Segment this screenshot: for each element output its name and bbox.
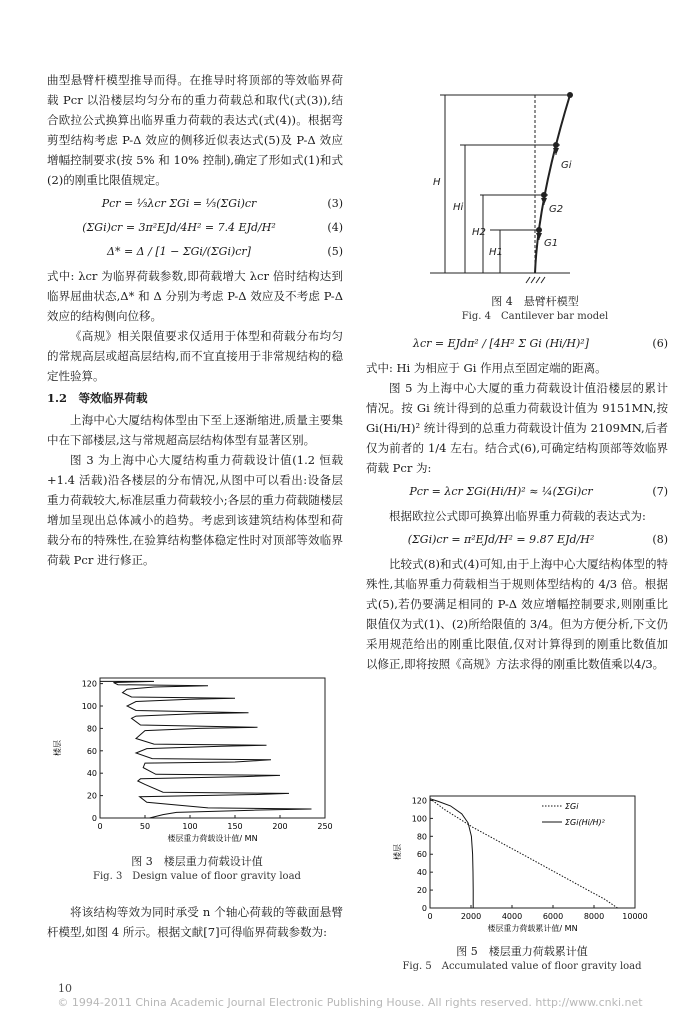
fig5-ytick-label: 60 bbox=[416, 850, 427, 860]
left-para-2: 式中: λcr 为临界荷载参数,即荷载增大 λcr 倍时结构达到临界屈曲状态,Δ* 和 Δ 分别为考虑 P-Δ 效应及不考虑 P-Δ 效应的结构侧向位移。 bbox=[47, 269, 343, 323]
figure-3 bbox=[52, 670, 342, 884]
left-para-1: 曲型悬臂杆模型推导而得。在推导时将顶部的等效临界荷载 Pcr 以沿楼层均匀分布的重力荷载总和取代(式(3)),结合欧拉公式换算出临界重力荷载的表达式(式(4))。根据弯剪型结构考虑 P-Δ 效应的侧移近似表达式(5)及 P-Δ 效应增幅控制要求(按 5% 和 10% 控制),确定了形如式(1)和式(2)的刚重比限值规定。 bbox=[47, 73, 343, 187]
fig5-series-0 bbox=[430, 799, 618, 908]
fig5-xtick-label: 8000 bbox=[583, 912, 605, 921]
fig5-ylabel: 楼层 bbox=[393, 844, 402, 860]
fig3-ytick-label: 20 bbox=[86, 791, 97, 801]
left-column bbox=[47, 70, 343, 570]
fig4-cantilever-diagram bbox=[420, 80, 650, 290]
fig4-label-Gi: Gi bbox=[561, 160, 572, 171]
fig5-legend-label-1: ΣGi(Hi/H)² bbox=[565, 818, 605, 827]
fig5-ytick-label: 20 bbox=[416, 886, 427, 896]
fig5-ytick-label: 40 bbox=[416, 868, 427, 878]
page-number: 10 bbox=[58, 982, 72, 995]
copyright-footer: © 1994-2011 China Academic Journal Electronic Publishing House. All rights reserved. http://www.cnki.net bbox=[57, 996, 643, 1009]
fig5-legend-label-0: ΣGi bbox=[565, 802, 579, 811]
figure-4 bbox=[420, 80, 650, 324]
right-para-2: 图 5 为上海中心大厦的重力荷载设计值沿楼层的累计情况。按 Gi 统计得到的总重力荷载设计值为 9151MN,按 Gi(Hi/H)² 统计得到的总重力荷载设计值为 2109MN,后者仅为前者的 1/4 左右。结合式(6),可确定结构顶部等效临界荷载 Pcr 为: bbox=[366, 381, 668, 475]
fig3-xtick-label: 200 bbox=[272, 822, 288, 831]
fig5-ytick-label: 0 bbox=[421, 904, 427, 913]
fig5-caption-en: Fig. 5 Accumulated value of floor gravity load bbox=[402, 961, 642, 972]
fig4-label-H1: H1 bbox=[489, 247, 503, 258]
left-para-4: 上海中心大厦结构体型由下至上逐渐缩进,质量主要集中在下部楼层,这与常规超高层结构体型有显著区别。 bbox=[47, 413, 343, 447]
fig5-xtick-label: 4000 bbox=[501, 912, 523, 921]
fig5-ytick-label: 120 bbox=[411, 796, 427, 806]
fig4-label-H: H bbox=[433, 177, 441, 188]
equation-3: Pcr = ⅓λcr ΣGi = ⅓(ΣGi)cr (3) bbox=[101, 197, 343, 210]
fig3-ytick-label: 120 bbox=[81, 679, 97, 689]
fig5-xtick-label: 10000 bbox=[622, 912, 648, 921]
fig5-ytick-label: 80 bbox=[416, 832, 427, 842]
fig3-caption-en: Fig. 3 Design value of floor gravity load bbox=[93, 871, 301, 882]
fig4-caption-en: Fig. 4 Cantilever bar model bbox=[461, 311, 609, 322]
equation-7: Pcr = λcr ΣGi(Hi/H)² ≈ ¼(ΣGi)cr (7) bbox=[409, 485, 668, 498]
left-para-6: 将该结构等效为同时承受 n 个轴心荷载的等截面悬臂杆模型,如图 4 所示。根据文献[7]可得临界荷载参数为: bbox=[47, 905, 343, 939]
fig3-ytick-label: 40 bbox=[86, 769, 97, 779]
fig3-ylabel: 楼层 bbox=[53, 740, 62, 756]
fig3-caption-cn: 图 3 楼层重力荷载设计值 bbox=[131, 855, 263, 868]
section-heading: 1.2 等效临界荷载 bbox=[47, 391, 148, 405]
fig3-ytick-label: 80 bbox=[86, 724, 97, 734]
fig3-xtick-label: 100 bbox=[182, 822, 198, 831]
figure-5 bbox=[392, 790, 652, 974]
fig5-ytick-label: 100 bbox=[411, 814, 427, 824]
fig3-ytick-label: 0 bbox=[91, 814, 97, 823]
fig3-xtick-label: 0 bbox=[97, 822, 103, 831]
fig5-caption-cn: 图 5 楼层重力荷载累计值 bbox=[456, 945, 588, 958]
fig3-xtick-label: 250 bbox=[317, 822, 333, 831]
fig5-xlabel: 楼层重力荷载累计值/ MN bbox=[487, 924, 578, 933]
right-para-3: 根据欧拉公式即可换算出临界重力荷载的表达式为: bbox=[389, 509, 646, 523]
right-para-4: 比较式(8)和式(4)可知,由于上海中心大厦结构体型的特殊性,其临界重力荷载相当于规则体型结构的 4/3 倍。根据式(5),若仍要满足相同的 P-Δ 效应增幅控制要求,则刚重比限值仅为式(1)、(2)所给限值的 3/4。但为方便分析,下文仍采用规范给出的刚重比限值,仅对计算得到的刚重比数值加以修正,即将按照《高规》方法求得的刚重比数值乘以4/3。 bbox=[366, 557, 668, 671]
equation-5: Δ* = Δ / [1 − ΣGi/(ΣGi)cr] (5) bbox=[107, 245, 343, 258]
fig3-ytick-label: 100 bbox=[81, 702, 97, 711]
fig4-label-G2: G2 bbox=[549, 204, 564, 215]
equation-8: (ΣGi)cr = π²EJd/H² = 9.87 EJd/H² (8) bbox=[407, 533, 668, 546]
fig4-label-Hi: Hi bbox=[453, 202, 464, 213]
fig3-series-0 bbox=[100, 681, 312, 818]
fig3-xtick-label: 50 bbox=[139, 822, 151, 831]
equation-4: (ΣGi)cr = 3π²EJd/4H² = 7.4 EJd/H² (4) bbox=[82, 221, 343, 234]
fig4-label-H2: H2 bbox=[472, 227, 486, 238]
fig5-xtick-label: 2000 bbox=[460, 912, 482, 921]
fig3-xtick-label: 150 bbox=[227, 822, 243, 831]
fig3-ytick-label: 60 bbox=[86, 746, 97, 756]
fig5-xtick-label: 6000 bbox=[542, 912, 564, 921]
fig4-label-G1: G1 bbox=[544, 238, 559, 249]
left-para-3: 《高规》相关限值要求仅适用于体型和荷载分布均匀的常规高层或超高层结构,而不宜直接用于非常规结构的稳定性验算。 bbox=[47, 329, 343, 383]
left-para-5: 图 3 为上海中心大厦结构重力荷载设计值(1.2 恒载 +1.4 活载)沿各楼层的分布情况,从图中可以看出:设备层重力荷载较大,标准层重力荷载较小;各层的重力荷载随楼层增加呈现出总体减小的趋势。考虑到该建筑结构体型和荷载分布的特殊性,在验算结构整体稳定性时对顶部等效临界荷载 Pcr 进行修正。 bbox=[47, 453, 343, 567]
equation-6: λcr = EJdπ² / [4H² Σ Gi (Hi/H)²] (6) bbox=[413, 337, 668, 350]
fig4-caption-cn: 图 4 悬臂杆模型 bbox=[491, 295, 579, 308]
fig3-xlabel: 楼层重力荷载设计值/ MN bbox=[167, 834, 258, 843]
fig3-chart bbox=[52, 670, 342, 850]
right-column bbox=[366, 330, 668, 674]
right-para-1: 式中: Hi 为相应于 Gi 作用点至固定端的距离。 bbox=[366, 361, 607, 375]
fig5-chart bbox=[392, 790, 652, 940]
fig5-xtick-label: 0 bbox=[427, 912, 433, 921]
fig5-series-1 bbox=[430, 799, 473, 908]
